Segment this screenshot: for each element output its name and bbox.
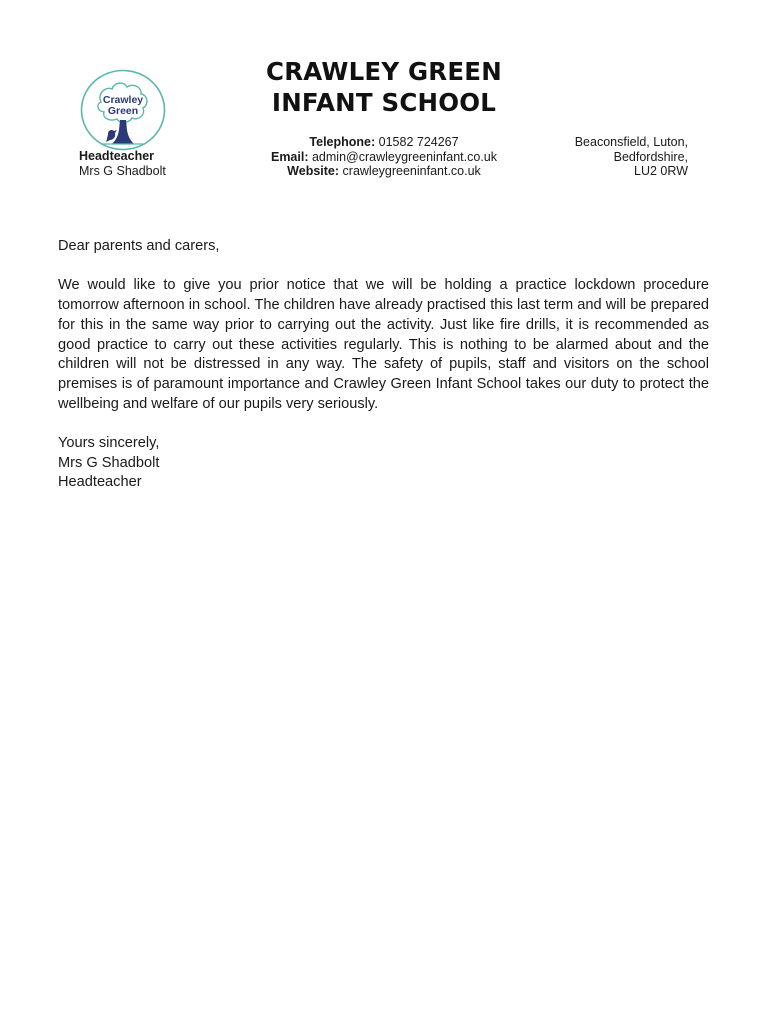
- letter-greeting: Dear parents and carers,: [58, 238, 220, 254]
- address-line2: Bedfordshire,: [613, 149, 688, 164]
- headteacher-name: Mrs G Shadbolt: [79, 163, 166, 178]
- email-value: admin@crawleygreeninfant.co.uk: [311, 149, 497, 164]
- signatory-name: Mrs G Shadbolt: [58, 454, 160, 471]
- letter-body: [58, 237, 709, 493]
- logo-text-line1: Crawley: [102, 94, 144, 106]
- school-name-line1: CRAWLEY GREEN: [266, 57, 502, 86]
- school-name: [0, 56, 768, 118]
- address-block: [575, 135, 688, 179]
- letter-closing: Yours sincerely,: [58, 435, 160, 451]
- website-label: Website:: [287, 164, 340, 178]
- letter-signoff: [58, 434, 709, 493]
- telephone-value: 01582 724267: [378, 135, 459, 149]
- school-name-line2: INFANT SCHOOL: [271, 88, 497, 117]
- letter-paragraph: We would like to give you prior notice that we will be holding a practice lockdown procedure tomorrow afternoon in school. The children have already practised this last term and will be prepared for this in the same way prior to carrying out the activity. Just like fire drills, it is recommended as good practice to carry out these activities regularly. This is nothing to be alarmed about and the children will not be distressed in any way. The safety of pupils, staff and visitors on the school premises is of paramount importance and Crawley Green Infant School takes our duty to protect the wellbeing and welfare of our pupils very seriously.: [58, 277, 709, 412]
- telephone-label: Telephone:: [309, 135, 376, 149]
- signatory-role: Headteacher: [58, 474, 142, 491]
- email-label: Email:: [270, 149, 309, 164]
- website-value: crawleygreeninfant.co.uk: [342, 164, 481, 178]
- address-line1: Beaconsfield, Luton,: [574, 135, 688, 149]
- headteacher-label: Headteacher: [79, 149, 155, 163]
- logo-text-line2: Green: [107, 105, 139, 117]
- address-line3: LU2 0RW: [634, 164, 688, 178]
